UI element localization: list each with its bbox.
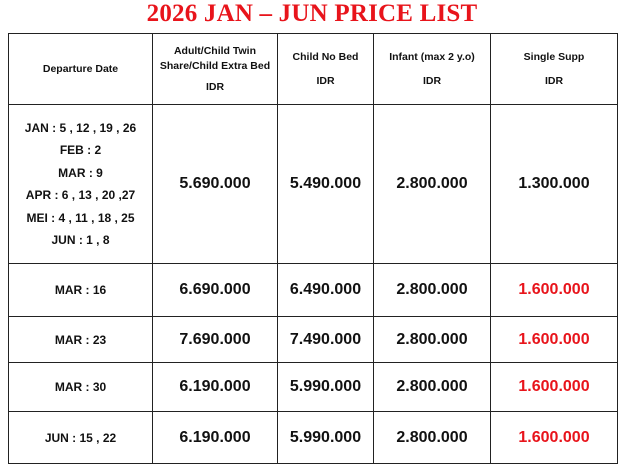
child-no-bed-price-cell: 7.490.000 [278, 317, 374, 363]
infant-price-cell: 2.800.000 [374, 264, 491, 317]
child-no-bed-price-cell: 5.990.000 [278, 412, 374, 464]
header-infant-label: Infant (max 2 y.o) [389, 50, 475, 63]
departure-date-line: JAN : 5 , 12 , 19 , 26 [24, 120, 137, 135]
header-single-supp [491, 34, 618, 105]
header-adult-line1: Adult/Child Twin [173, 44, 257, 57]
header-adult-twin-share [153, 34, 278, 105]
child-no-bed-price-cell: 5.490.000 [278, 105, 374, 264]
price-table [8, 33, 618, 464]
single-supp-price-cell: 1.600.000 [491, 264, 618, 317]
departure-date-cell [9, 363, 153, 412]
departure-date-cell [9, 412, 153, 464]
departure-date-cell [9, 317, 153, 363]
table-row [9, 105, 618, 264]
departure-date-line: JUN : 15 , 22 [44, 430, 117, 445]
single-supp-price-cell: 1.600.000 [491, 363, 618, 412]
table-row [9, 412, 618, 464]
header-departure-date [9, 34, 153, 105]
adult-price-cell: 5.690.000 [153, 105, 278, 264]
departure-date-line: MAR : 23 [54, 332, 107, 347]
header-single-supp-label: Single Supp [523, 50, 585, 63]
adult-price-cell: 6.190.000 [153, 363, 278, 412]
departure-date-line: JUN : 1 , 8 [51, 233, 110, 247]
adult-price-cell: 6.190.000 [153, 412, 278, 464]
adult-price-cell: 6.690.000 [153, 264, 278, 317]
header-infant [374, 34, 491, 105]
header-child-no-bed [278, 34, 374, 105]
header-departure-label: Departure Date [42, 62, 119, 75]
header-child-no-bed-currency: IDR [316, 74, 335, 87]
departure-date-cell [9, 264, 153, 317]
departure-date-line: APR : 6 , 13 , 20 ,27 [25, 188, 136, 202]
table-row [9, 264, 618, 317]
single-supp-price-cell: 1.600.000 [491, 412, 618, 464]
page-title: 2026 JAN – JUN PRICE LIST [146, 0, 478, 27]
header-adult-currency: IDR [205, 80, 225, 93]
adult-price-cell: 7.690.000 [153, 317, 278, 363]
single-supp-price-cell: 1.300.000 [491, 105, 618, 264]
infant-price-cell: 2.800.000 [374, 105, 491, 264]
departure-date-line: MAR : 16 [54, 283, 107, 297]
departure-date-line: MAR : 9 [58, 165, 103, 180]
header-adult-line2: Share/Child Extra Bed [159, 59, 271, 72]
child-no-bed-price-cell: 5.990.000 [278, 363, 374, 412]
table-row [9, 363, 618, 412]
infant-price-cell: 2.800.000 [374, 317, 491, 363]
table-row [9, 317, 618, 363]
departure-date-cell [9, 105, 153, 264]
departure-date-line: FEB : 2 [59, 143, 102, 157]
infant-price-cell: 2.800.000 [374, 412, 491, 464]
header-single-supp-currency: IDR [544, 74, 564, 87]
header-child-no-bed-label: Child No Bed [292, 50, 359, 63]
departure-date-line: MAR : 30 [54, 380, 107, 394]
header-infant-currency: IDR [422, 74, 442, 87]
child-no-bed-price-cell: 6.490.000 [278, 264, 374, 317]
single-supp-price-cell: 1.600.000 [491, 317, 618, 363]
table-header-row [9, 34, 618, 105]
infant-price-cell: 2.800.000 [374, 363, 491, 412]
departure-date-line: MEI : 4 , 11 , 18 , 25 [26, 210, 135, 225]
